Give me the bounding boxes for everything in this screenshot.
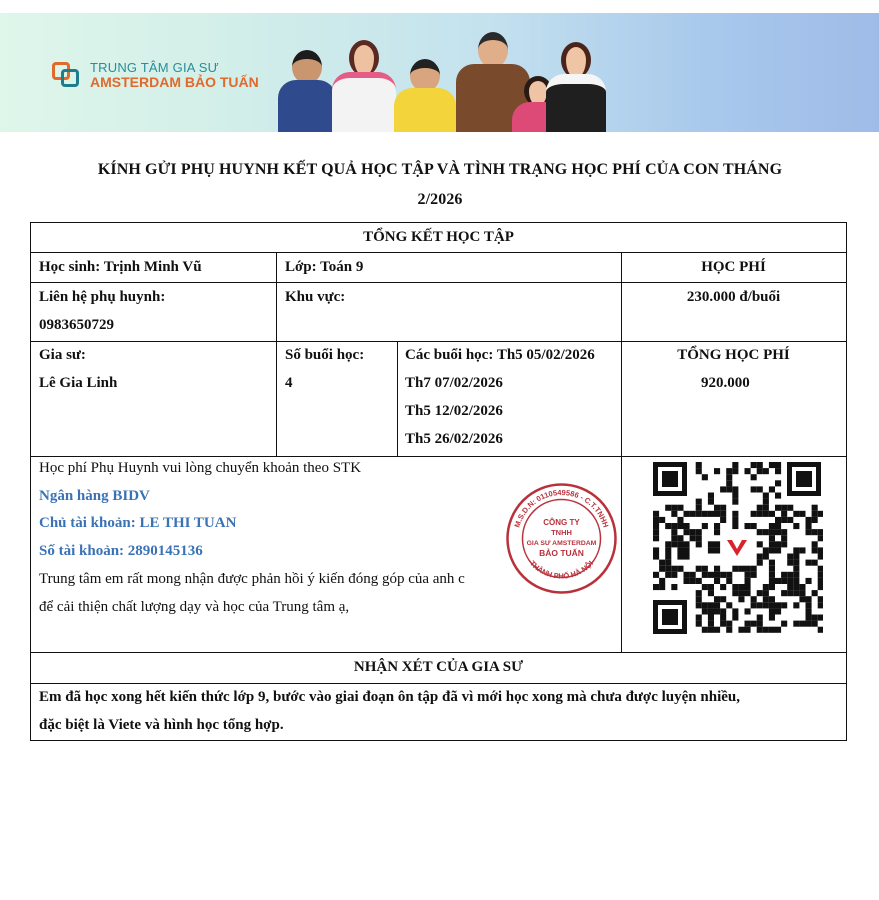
title-line1: KÍNH GỬI PHỤ HUYNH KẾT QUẢ HỌC TẬP VÀ TÌNH TRẠNG HỌC PHÍ CỦA CON THÁNG (97, 161, 783, 178)
review-line2: đặc biệt là Viete và hình học tổng hợp. (39, 717, 284, 733)
stamp-bottom-text: THÀNH PHỐ HÀ NỘI (527, 558, 596, 581)
total-fee-label: TỔNG HỌC PHÍ (677, 347, 790, 363)
parent-contact-label: Liên hệ phụ huynh: (39, 289, 166, 305)
review-line1: Em đã học xong hết kiến thức lớp 9, bước vào giai đoạn ôn tập đã vì mới học xong mà chưa được luyện nhiều, (39, 689, 740, 705)
sessions-count: 4 (285, 375, 293, 391)
feedback-line2: để cải thiện chất lượng dạy và học của Trung tâm ạ, (39, 599, 350, 615)
session-date: Th7 07/02/2026 (405, 375, 503, 391)
session-date: Th5 26/02/2026 (405, 431, 503, 447)
stamp-ring-text: M.S.D.N: 0110549586 - C.T.TNHH (512, 487, 611, 529)
tutor-name: Lê Gia Linh (39, 375, 118, 391)
student-name: Học sinh: Trịnh Minh Vũ (39, 259, 202, 275)
stamp-line2: TNHH (551, 528, 572, 537)
parent-phone: 0983650729 (39, 317, 114, 333)
summary-header: TỔNG KẾT HỌC TẬP (363, 229, 514, 245)
brand-logo (52, 61, 259, 89)
page-title (40, 155, 840, 215)
account-number: Số tài khoản: 2890145136 (39, 543, 203, 559)
total-fee-value: 920.000 (701, 375, 750, 391)
stamp-line1: CÔNG TY (543, 518, 580, 527)
account-holder: Chủ tài khoản: LE THI TUAN (39, 515, 237, 531)
review-header: NHẬN XÉT CỦA GIA SƯ (353, 659, 524, 675)
class-name: Lớp: Toán 9 (285, 259, 364, 275)
bank-name: Ngân hàng BIDV (39, 488, 150, 504)
payment-intro: Học phí Phụ Huynh vui lòng chuyển khoản theo STK (39, 460, 362, 476)
stamp-line3: GIA SƯ AMSTERDAM (526, 540, 597, 547)
title-line2: 2/2026 (417, 191, 463, 208)
logo-line2: AMSTERDAM BẢO TUẤN (90, 74, 259, 90)
fee-per-session: 230.000 đ/buổi (686, 289, 781, 305)
session-date: Các buổi học: Th5 05/02/2026 (405, 347, 595, 363)
company-stamp (504, 481, 619, 596)
banner-people-illustration (270, 23, 610, 132)
logo-line1: TRUNG TÂM GIA SƯ (90, 60, 219, 75)
logo-icon (52, 62, 82, 88)
payment-qr-code (651, 460, 823, 636)
tutor-label: Gia sư: (39, 347, 86, 363)
stamp-line4: BẢO TUẤN (539, 548, 584, 558)
feedback-line1: Trung tâm em rất mong nhận được phản hồi ý kiến đóng góp của anh c (39, 571, 465, 587)
header-banner (0, 13, 879, 132)
sessions-label: Số buổi học: (285, 347, 365, 363)
session-date: Th5 12/02/2026 (405, 403, 503, 419)
fee-header: HỌC PHÍ (701, 259, 766, 275)
area-label: Khu vực: (285, 289, 346, 305)
